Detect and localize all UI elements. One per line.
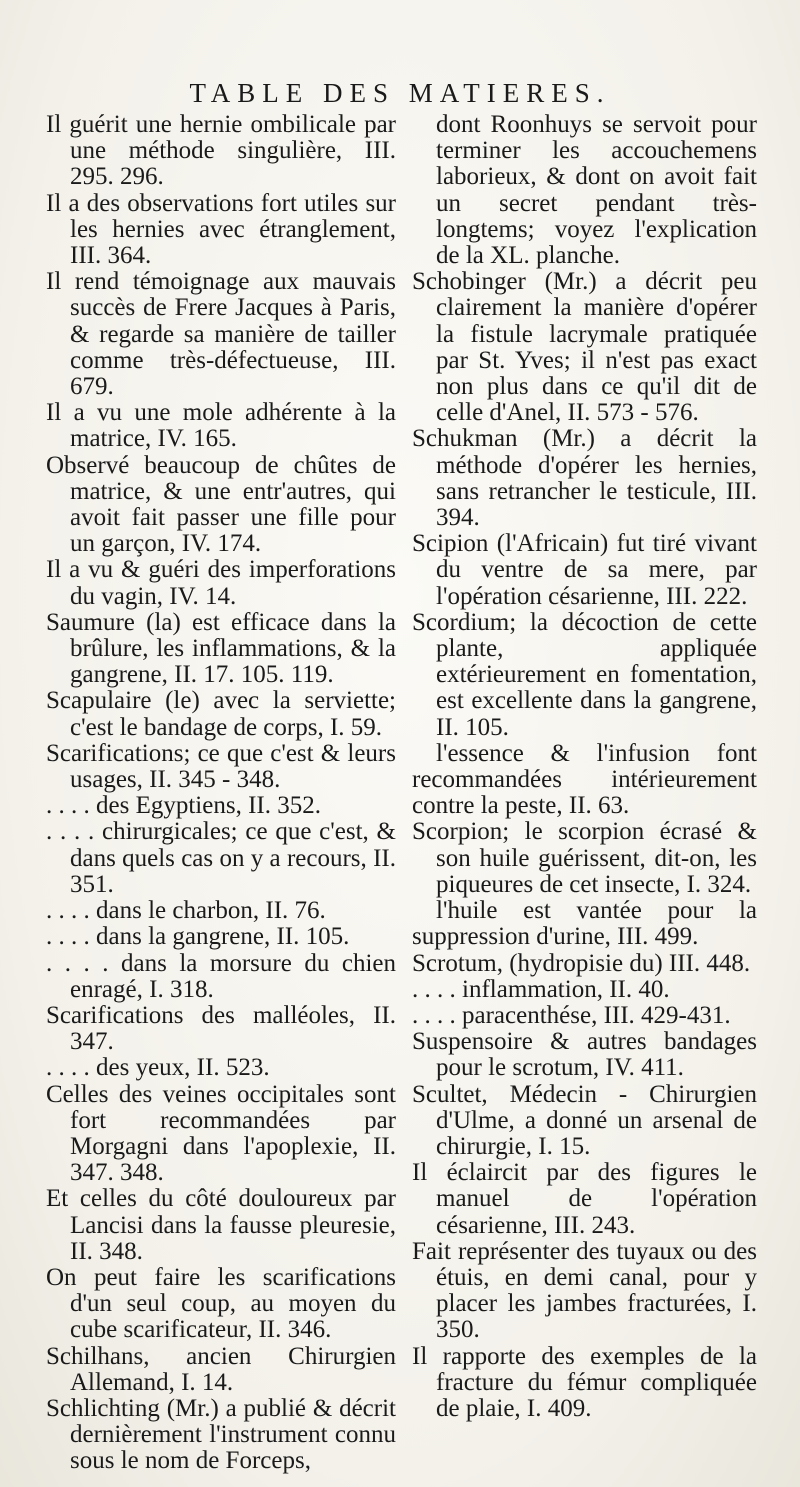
index-entry: Il guérit une hernie ombilicale par une méthode singulière, III. 295. 296. — [46, 111, 396, 191]
index-entry: Il éclaircit par des figures le manuel de l'opération césarienne, III. 243. — [412, 1159, 757, 1239]
index-entry: Suspensoire & autres bandages pour le scrotum, IV. 411. — [412, 1028, 757, 1082]
index-entry: Il a vu & guéri des imperforations du vagin, IV. 14. — [46, 556, 396, 610]
index-entry: Schilhans, ancien Chirurgien Allemand, I. 14. — [46, 1342, 396, 1396]
index-subentry: . . . . dans la gangrene, II. 105. — [46, 923, 350, 951]
index-entry: Il rapporte des exemples de la fracture du fémur compliquée de plaie, I. 409. — [412, 1342, 757, 1422]
index-entry: Scarifications des malléoles, II. 347. — [46, 1001, 396, 1056]
index-entry: Schukman (Mr.) a décrit la méthode d'opérer les hernies, sans retrancher le testicule, III. 394. — [412, 425, 757, 532]
index-subentry: . . . . inflammation, II. 40. — [412, 975, 670, 1003]
index-entry: Schobinger (Mr.) a décrit peu clairement la manière d'opérer la fistule lacrymale pratiquée par St. Yves; il n'est pas exact non plus dans ce qu'il dit de celle d'Anel, II. 573 - 576. — [412, 268, 757, 427]
index-entry: Scipion (l'Africain) fut tiré vivant du ventre de sa mere, par l'opération césarienne, III. 222. — [412, 530, 757, 610]
index-entry: Scordium; la décoction de cette plante, appliquée extérieurement en fomentation, est excellente dans la gangrene, II. 105. — [412, 608, 757, 741]
index-subentry: . . . . des yeux, II. 523. — [46, 1054, 270, 1082]
index-continuation: l'huile est vantée pour la suppression d'urine, III. 499. — [412, 897, 757, 951]
index-entry: Saumure (la) est efficace dans la brûlure, les inflammations, & la gangrene, II. 17. 105. 119. — [46, 608, 396, 689]
index-entry: Celles des veines occipitales sont fort recommandées par Morgagni dans l'apoplexie, II. 347. 348. — [46, 1080, 396, 1187]
index-entry: Scultet, Médecin - Chirurgien d'Ulme, a donné un arsenal de chirurgie, I. 15. — [412, 1080, 757, 1160]
index-subentry: . . . . dans le charbon, II. 76. — [46, 897, 326, 925]
index-entry: Scarifications; ce que c'est & leurs usages, II. 345 - 348. — [46, 739, 396, 794]
index-entry: Il a vu une mole adhérente à la matrice, IV. 165. — [46, 399, 396, 453]
page-header: TABLE DES MATIERES. — [189, 78, 611, 108]
index-entry: Schlichting (Mr.) a publié & décrit dernièrement l'instrument connu sous le nom de Forceps, — [46, 1394, 396, 1475]
index-subentry: . . . . paracenthése, III. 429-431. — [412, 1001, 731, 1029]
index-entry: Observé beaucoup de chûtes de matrice, & une entr'autres, qui avoit fait passer une fille pour un garçon, IV. 174. — [46, 451, 396, 558]
index-entry: Il rend témoignage aux mauvais succès de Frere Jacques à Paris, & regarde sa manière de tailler comme très-défectueuse, III. 679. — [46, 268, 396, 401]
index-entry: Scorpion; le scorpion écrasé & son huile guérissent, dit-on, les piqueures de cet insecte, I. 324. — [412, 818, 757, 898]
index-entry: Scapulaire (le) avec la serviette; c'est le bandage de corps, I. 59. — [46, 687, 396, 741]
index-entry: Et celles du côté douloureux par Lancisi dans la fausse pleuresie, II. 348. — [46, 1185, 396, 1265]
index-continuation: l'essence & l'infusion font recommandées intérieurement contre la peste, II. 63. — [412, 739, 757, 820]
left-column — [46, 112, 396, 1475]
index-subentry: . . . . dans la morsure du chien enragé, I. 318. — [46, 949, 396, 1003]
index-entry: Il a des observations fort utiles sur les hernies avec étranglement, III. 364. — [46, 189, 396, 270]
index-subentry: . . . . chirurgicales; ce que c'est, & dans quels cas on y a recours, II. 351. — [46, 818, 396, 898]
index-continuation: dont Roonhuys se servoit pour terminer les accouchemens laborieux, & dont on avoit fait un secret pendant très-longtems; voyez l'explication de la XL. planche. — [436, 111, 757, 270]
index-entry: On peut faire les scarifications d'un seul coup, au moyen du cube scarificateur, II. 346. — [46, 1263, 396, 1344]
right-column — [412, 112, 757, 1422]
index-entry: Scrotum, (hydropisie du) III. 448. — [412, 949, 751, 977]
index-entry: Fait représenter des tuyaux ou des étuis, en demi canal, pour y placer les jambes fracturées, I. 350. — [412, 1237, 757, 1344]
index-subentry: . . . . des Egyptiens, II. 352. — [46, 792, 321, 820]
